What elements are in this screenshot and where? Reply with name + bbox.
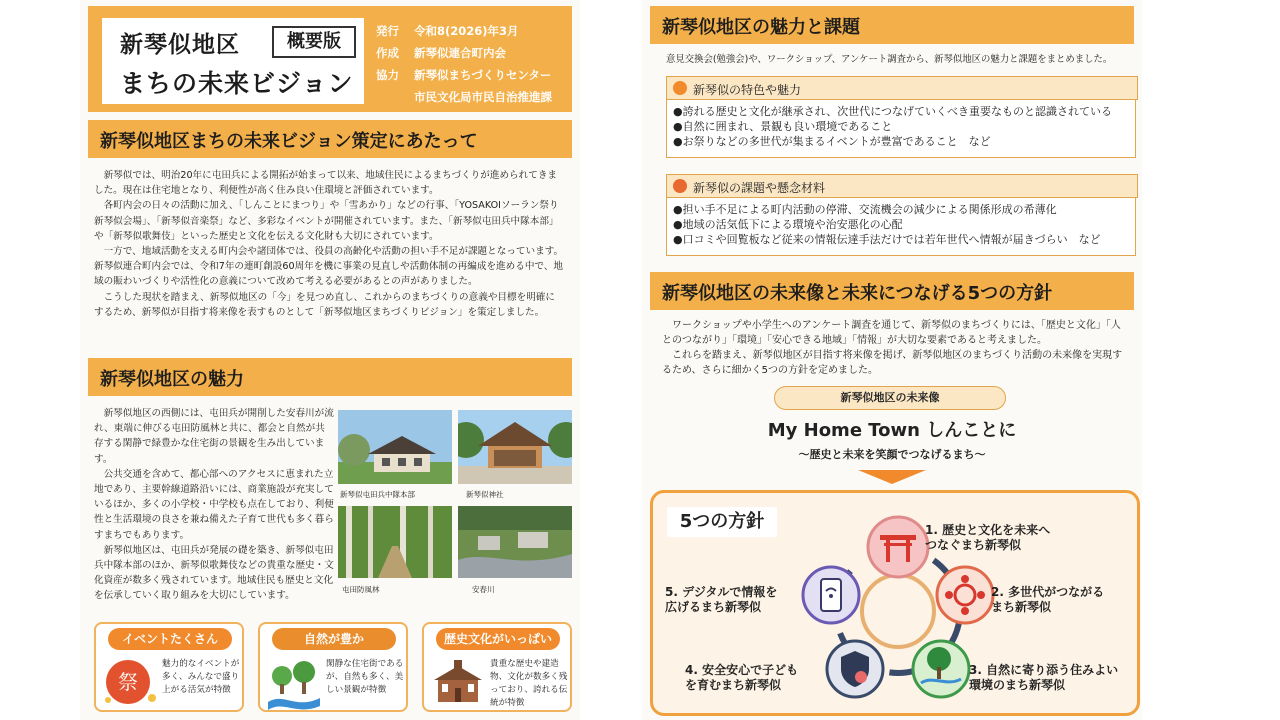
vision-tag: 新琴似地区の未来像 xyxy=(774,386,1006,410)
title-box xyxy=(102,18,364,104)
title-line1: 新琴似地区 xyxy=(120,32,240,58)
policy-label-4: 4. 安全安心で子ども を育むまち新琴似 xyxy=(685,663,799,692)
meta-row xyxy=(376,20,552,42)
meta-key: 協力 xyxy=(376,68,399,82)
paragraph: 新琴似地区の西側には、屯田兵が開削した安春川が流れ、東端に伸びる屯田防風林と共に、都会と自然が共存する閑静で緑豊かな住宅街の景観を生み出しています。 xyxy=(94,408,334,465)
photo-caption: 安春川 xyxy=(472,585,495,594)
meta-value: 新琴似まちづくりセンター xyxy=(414,68,552,82)
section-heading-strengths-issues xyxy=(650,6,1134,44)
header-banner xyxy=(88,6,572,112)
meta-row xyxy=(376,42,552,64)
strengths-heading xyxy=(666,76,1138,100)
shield-icon xyxy=(827,641,883,697)
card-text: 貴重な歴史や建造物、文化が数多く残っており、誇れる伝統が特徴 xyxy=(490,659,568,708)
card-text: 魅力的なイベントが多く、みんなで盛り上がる活気が特徴 xyxy=(162,659,240,695)
paragraph: ワークショップや小学生へのアンケート調査を通じて、新琴似のまちづくりには、「歴史と文化」「人とのつながり」「環境」「安心できる地域」「情報」が大切な要素であると考えました。 xyxy=(662,320,1121,346)
photo-caption: 新琴似屯田兵中隊本部 xyxy=(340,490,415,499)
section-title: 新琴似地区まちの未来ビジョン策定にあたって xyxy=(100,131,478,152)
strengths-title: 新琴似の特色や魅力 xyxy=(693,83,802,97)
issues-title: 新琴似の課題や懸念材料 xyxy=(693,181,826,195)
title-line2: まちの未来ビジョン xyxy=(120,69,354,98)
future-text xyxy=(662,318,1124,378)
policy-label-1: 1. 歴史と文化を未来へ つなぐまち新琴似 xyxy=(925,523,1051,552)
policy-label-3: 3. 自然に寄り添う住みよい 環境のまち新琴似 xyxy=(969,663,1119,692)
photo-hq-building xyxy=(338,410,452,484)
list-item: ●地域の活気低下による環境や治安悪化の心配 xyxy=(673,218,903,231)
photo-shrine xyxy=(458,410,572,484)
list-item: ●誇れる歴史と文化が継承され、次世代につなげていくべき重要なものと認識されている xyxy=(673,105,1113,118)
feature-card-events xyxy=(94,622,244,712)
meta-value: 市民文化局市民自治推進課 xyxy=(414,90,552,104)
feature-card-nature xyxy=(258,622,408,712)
section-title: 新琴似地区の魅力と課題 xyxy=(662,17,860,38)
photo-caption: 新琴似神社 xyxy=(466,490,504,499)
history-building-icon xyxy=(430,654,486,710)
paragraph: 一方で、地域活動を支える町内会や諸団体では、役員の高齢化や活動の担い手不足が課題となっています。新琴似連合町内会では、令和7年の連町創設60周年を機に事業の見直しや活動体制の再編成を進める中で、地域の賑わいづくりや活性化の意義について改めて考える必要があるとの声がありました。 xyxy=(94,246,564,288)
policy-label-2: 2. 多世代がつながる まち新琴似 xyxy=(991,585,1105,614)
people-network-icon xyxy=(937,567,993,623)
smartphone-icon xyxy=(803,567,859,623)
festival-icon xyxy=(102,654,158,710)
meta-row xyxy=(376,86,552,108)
photo-windbreak-forest xyxy=(338,506,452,578)
meta-value: 新琴似連合町内会 xyxy=(414,46,506,60)
paragraph: 新琴似地区は、屯田兵が発展の礎を築き、新琴似屯田兵中隊本部のほか、新琴似歌舞伎などの貴重な歴史・文化資産が数多く残されています。地域住民も歴史と文化を伝承していく取り組みを大切にしています。 xyxy=(94,544,334,602)
photo-caption: 屯田防風林 xyxy=(342,585,380,594)
worried-face-icon xyxy=(673,179,687,193)
tree-icon xyxy=(913,641,969,697)
section-heading-appeal xyxy=(88,358,572,396)
list-item: ●お祭りなどの多世代が集まるイベントが豊富であること など xyxy=(673,135,991,148)
card-tag: イベントたくさん xyxy=(108,628,232,650)
issues-list xyxy=(666,198,1136,256)
strengths-list xyxy=(666,100,1136,158)
policy-box-title: 5つの方針 xyxy=(667,507,777,537)
meta-key: 作成 xyxy=(376,46,399,60)
paragraph: これらを踏まえ、新琴似地区が目指す将来像を掲げ、新琴似地区のまちづくり活動の未来像を実現するため、さらに細かく5つの方針を定めました。 xyxy=(662,350,1123,376)
publication-meta xyxy=(376,20,552,108)
issues-heading xyxy=(666,174,1138,198)
section-heading-vision xyxy=(88,120,572,158)
list-item: ●自然に囲まれ、景観も良い環境であること xyxy=(673,120,893,133)
vision-title: My Home Town しんことに xyxy=(767,420,1017,441)
photo-anshun-river xyxy=(458,506,572,578)
vision-subtitle: ～歴史と未来を笑顔でつなげるまち～ xyxy=(798,448,986,461)
list-item: ●口コミや回覧板など従来の情報伝達手法だけでは若年世代へ情報が届きづらい など xyxy=(673,233,1101,246)
section-title: 新琴似地区の魅力 xyxy=(100,369,244,390)
summary-badge: 概要版 xyxy=(272,26,356,58)
card-tag: 歴史文化がいっぱい xyxy=(436,628,560,650)
card-text: 閑静な住宅街であるが、自然も多く、美しい景観が特徴 xyxy=(326,659,404,695)
festival-glyph: 祭 xyxy=(118,670,138,694)
paragraph: こうした現状を踏まえ、新琴似地区の「今」を見つめ直し、これからのまちづくりの意義や目標を明確にするため、新琴似が目指す将来像を表すものとして「新琴似地区まちづくりビジョン」を策定しました。 xyxy=(94,291,555,318)
appeal-text xyxy=(94,406,334,604)
feature-card-history xyxy=(422,622,572,712)
intro-text: 意見交換会(勉強会)や、ワークショップ、アンケート調査から、新琴似地区の魅力と課題をまとめました。 xyxy=(666,54,1113,65)
torii-icon xyxy=(868,517,928,577)
card-tag: 自然が豊か xyxy=(272,628,396,650)
list-item: ●担い手不足による町内活動の停滞、交流機会の減少による関係形成の希薄化 xyxy=(673,203,1057,216)
right-page xyxy=(642,0,1142,720)
smile-face-icon xyxy=(673,81,687,95)
meta-row xyxy=(376,64,552,86)
meta-value: 令和8(2026)年3月 xyxy=(414,24,519,38)
left-page xyxy=(80,0,580,720)
section-heading-future xyxy=(650,272,1134,310)
paragraph: 公共交通を含めて、都心部へのアクセスに恵まれた立地であり、主要幹線道路沿いには、商業施設が充実しているほか、多くの小学校・中学校も点在しており、利便性と生活環境の良さを兼ね備えた子育て世代も多く暮らすまちでもあります。 xyxy=(94,468,334,541)
paragraph: 各町内会の日々の活動に加え、「しんことにまつり」や「雪あかり」などの行事、「YOSAKOIソーラン祭り新琴似会場」、「新琴似音楽祭」など、多彩なイベントが開催されています。また、「新琴似屯田兵中隊本部」や「新琴似歌舞伎」といった歴史と文化を伝える文化財も大切にされています。 xyxy=(94,200,559,242)
policy-box xyxy=(650,490,1140,716)
paragraph: 新琴似では、明治20年に屯田兵による開拓が始まって以来、地域住民によるまちづくりが進められてきました。現在は住宅地となり、利便性が高く住み良い住環境と評価されています。 xyxy=(94,170,558,197)
arrow-down-icon xyxy=(858,470,926,484)
policy-label-5: 5. デジタルで情報を 広げるまち新琴似 xyxy=(665,585,778,614)
intro-text xyxy=(94,168,564,320)
nature-icon xyxy=(266,654,322,710)
meta-key: 発行 xyxy=(376,24,399,38)
section-title: 新琴似地区の未来像と未来につなげる5つの方針 xyxy=(662,283,1053,304)
